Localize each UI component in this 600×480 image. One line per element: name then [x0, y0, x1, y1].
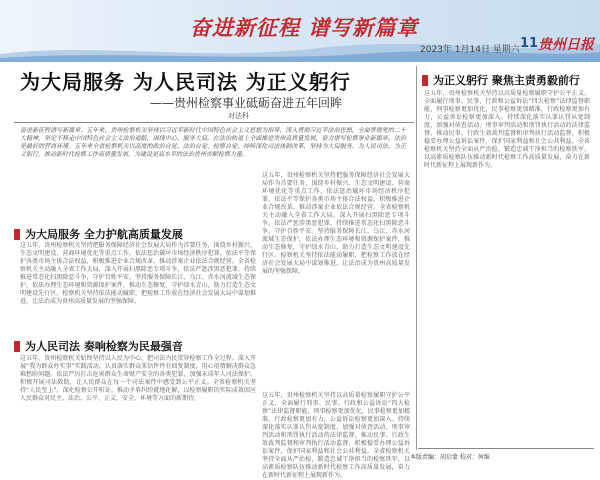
section-body-people: 这五年，贵州检察机关始终坚持以人民为中心，把司法为民贯穿检察工作全过程。深入开展“我为群众办实事”实践活动，认真落实群众来信件件有回复制度，用心用情解决群众急难愁盼问题。依法严厉打击危害群众生命财产安全的各类犯罪，加强未成年人司法保护，积极开展司法救助，让人民群众在每一个司法案件中感受到公平正义。全省检察机关坚持“人民至上”，深化检察公开听证，推动矛盾纠纷就地化解，以检察履职的实际成效回应人民群众对民主、法治、公平、正义、安全、环境等方面的新期待。: [20, 355, 256, 402]
issue-date: 2023年 1月14日 星期六: [420, 45, 520, 55]
section-title: 为人民司法 奏响检察为民最强音: [25, 340, 183, 353]
article-headline: 为大局服务 为人民司法 为正义躬行: [20, 70, 351, 94]
section-body-service: 这五年，贵州检察机关坚持把服务保障经济社会发展大局作为首要任务，围绕乡村振兴、生态文明建设、营商环境优化等重点工作，依法惩治破坏市场经济秩序犯罪，依法平等保护各类市场主体合法权益，积极推进企业合规改革，推动涉案企业依法合规经营。全省检察机关主动融入全省工作大局，深入开展扫黑除恶专项斗争，依法严惩涉黑恶犯罪，持续推进常态化扫黑除恶斗争，守护百姓平安。坚持服务保障长江、乌江、赤水河流域生态保护，依法办理生态环境和资源保护案件，推动生态修复，守护绿水青山，助力打造生态文明建设先行区。检察机关坚持依法能动履职，把检察工作放在经济社会发展大局中谋划推进，让法治成为贵州高质量发展的坚强保障。: [20, 242, 256, 305]
section-heading-people: [14, 338, 183, 354]
section-title: 为正义躬行 聚焦主责勇毅前行: [433, 74, 580, 87]
footer-divider: [418, 448, 594, 449]
page-number: 11: [520, 36, 539, 51]
column-divider: [416, 66, 417, 450]
article-subtitle: ——贵州检察事业砥砺奋进五年回眸: [150, 96, 343, 110]
body-column-middle: 这五年，贵州检察机关坚持把服务保障经济社会发展大局作为首要任务，围绕乡村振兴、生态文明建设、营商环境优化等重点工作，依法惩治破坏市场经济秩序犯罪，依法平等保护各类市场主体合法权益，积极推进企业合规改革，推动涉案企业依法合规经营。全省检察机关主动融入全省工作大局，深入开展扫黑除恶专项斗争，依法严惩涉黑恶犯罪，持续推进常态化扫黑除恶斗争，守护百姓平安。坚持服务保障长江、乌江、赤水河流域生态保护，依法办理生态环境和资源保护案件，推动生态修复，守护绿水青山，助力打造生态文明建设先行区。检察机关坚持依法能动履职，把检察工作放在经济社会发展大局中谋划推进，让法治成为贵州高质量发展的坚强保障。: [262, 172, 410, 275]
section-heading-service: [14, 226, 183, 242]
body-column-middle-lower: 这五年，贵州检察机关坚持以高质量检察履职守护公平正义，全面履行刑事、民事、行政和公益诉讼“四大检察”法律监督职能，刑事检察更加优化，民事检察更加精准，行政检察更加有力，公益诉讼检察更加深入。持续深化落实认罪认罚从宽制度，加强对侦查活动、刑事审判活动和刑罚执行活动的法律监督，推动民事、行政生效裁判监督和审判执行活动监督，积极稳妥办理公益诉讼案件，保护国家利益和社会公共利益。全省检察机关坚持全面从严治检，锻造忠诚干净担当的检察铁军，以高素质检察队伍推动新时代检察工作高质量发展，奋力在新时代新征程上展现新作为。: [262, 392, 410, 479]
section-marker-icon: [14, 341, 20, 352]
article-intro: 奋进新征程谱写新篇章。五年来，贵州检察机关坚持以习近平新时代中国特色社会主义思想为指导，深入贯彻习近平法治思想，全面贯彻党的二十大精神，坚定不移走中国特色社会主义法治道路，围绕中心、服务大局，在法治轨道上全面推进贵州高质量发展，奋力谱写检察事业新篇章。法治是最好的营商环境。五年来全省检察机关以高度的政治自觉、法治自觉、检察自觉，持续深化司法体制改革，坚持为大局服务、为人民司法、为正义躬行，推动新时代检察工作高质量发展，为建设更高水平的法治贵州贡献检察力量。: [20, 127, 406, 158]
section-heading-justice: [422, 72, 580, 88]
divider-line: [14, 122, 414, 123]
page-header-band: [0, 0, 600, 62]
section-body-justice: 这五年，贵州检察机关坚持以高质量检察履职守护公平正义，全面履行刑事、民事、行政和公益诉讼“四大检察”法律监督职能，刑事检察更加优化，民事检察更加精准，行政检察更加有力，公益诉讼检察更加深入。持续深化落实认罪认罚从宽制度，加强对侦查活动、刑事审判活动和刑罚执行活动的法律监督，推动民事、行政生效裁判监督和审判执行活动监督，积极稳妥办理公益诉讼案件，保护国家利益和社会公共利益。全省检察机关坚持全面从严治检，锻造忠诚干净担当的检察铁军，以高素质检察队伍推动新时代检察工作高质量发展，奋力在新时代新征程上展现新作为。: [424, 90, 590, 169]
section-title: 为大局服务 全力护航高质量发展: [25, 228, 183, 241]
article-byline: 对法科: [228, 112, 249, 120]
page-footer-credits: 本版责编：胡启蒙 校对：何维: [410, 454, 490, 461]
section-marker-icon: [14, 229, 20, 240]
newspaper-masthead: 贵州日报: [538, 37, 594, 53]
section-kicker: 奋进新征程 谱写新篇章: [190, 15, 419, 40]
section-marker-icon: [422, 75, 428, 86]
